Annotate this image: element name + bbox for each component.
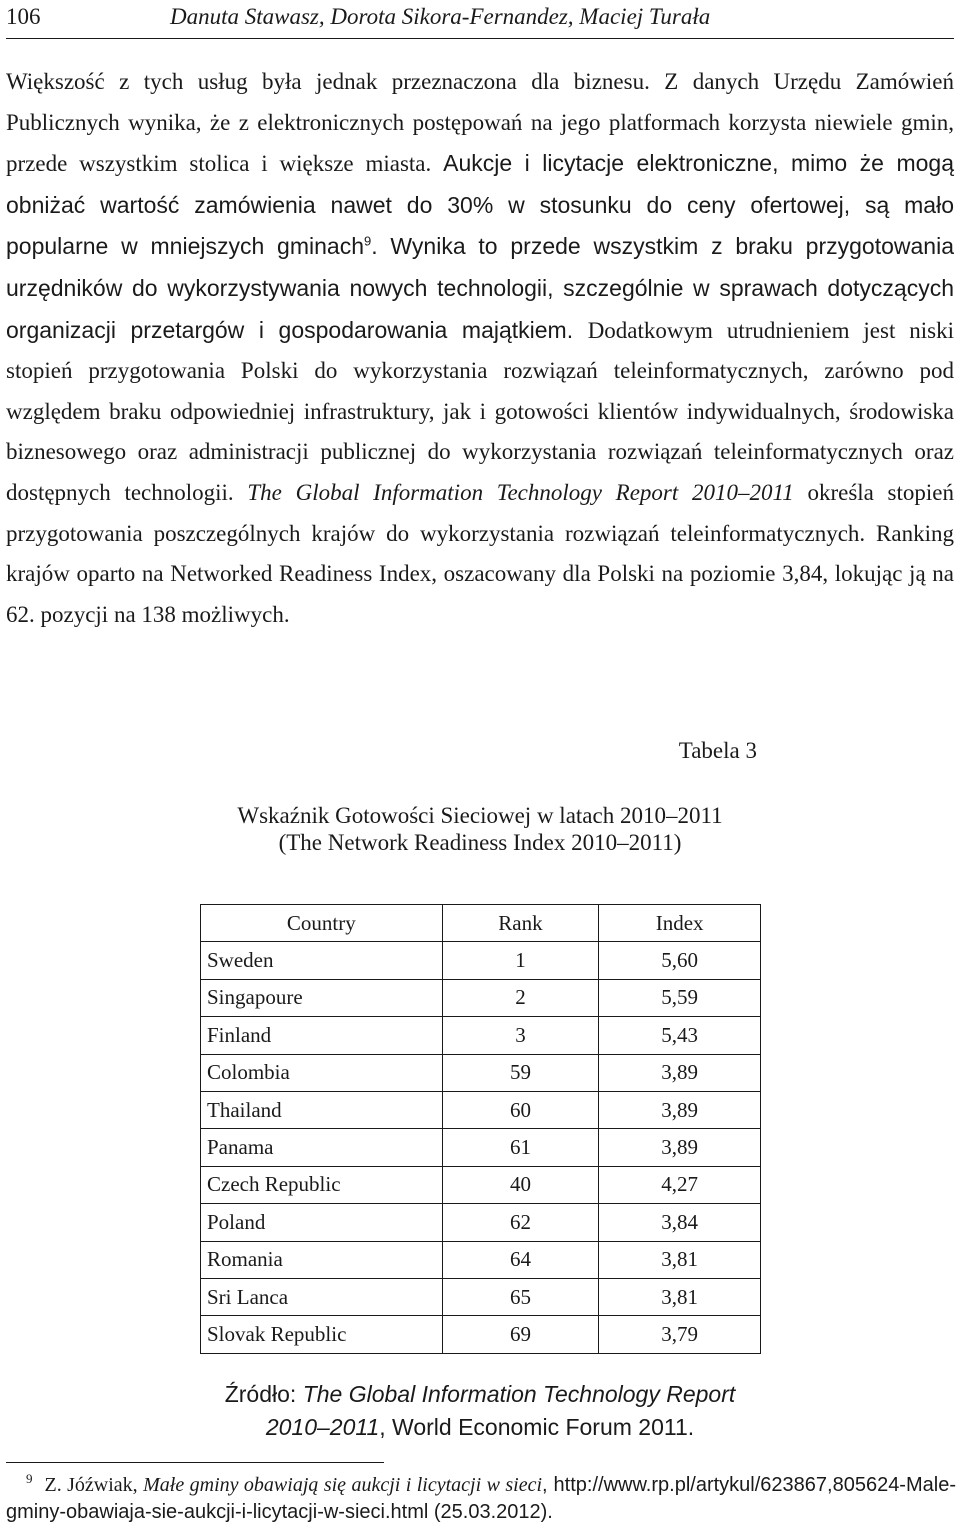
report-title: The Global Information Technology Report 2010–2011 — [247, 479, 794, 505]
footnote-divider — [6, 1462, 384, 1463]
cell-rank: 59 — [442, 1054, 599, 1091]
header-index: Index — [599, 905, 761, 942]
table-row — [201, 1054, 761, 1091]
footnote-number: 9 — [26, 1471, 33, 1487]
cell-country: Singapoure — [201, 979, 443, 1016]
cell-rank: 69 — [442, 1316, 599, 1353]
cell-index: 5,43 — [599, 1017, 761, 1054]
source-publisher: , World Economic Forum 2011. — [379, 1414, 695, 1440]
body-text-4: Dodatkowym utrudnieniem jest niski stopień przygotowania Polski do wykorzystania rozwiązań teleinformatycznych, zarówno pod względem braku odpowiedniej infrastruktury, jak i gotowości klientów indywidualnych, środowiska biznesowego oraz administracji publicznej do wykorzystania rozwiązań teleinformatycznych oraz dostępnych technologii. — [6, 317, 954, 505]
table-row — [201, 979, 761, 1016]
header-rank: Rank — [442, 905, 599, 942]
cell-rank: 1 — [442, 942, 599, 979]
table-title-line-1: Wskaźnik Gotowości Sieciowej w latach 2010–2011 — [237, 803, 723, 828]
cell-country: Colombia — [201, 1054, 443, 1091]
footnote-ref[interactable]: 9 — [364, 233, 372, 249]
cell-country: Czech Republic — [201, 1166, 443, 1203]
table-row — [201, 1091, 761, 1128]
footnote-title: Małe gminy obawiają się aukcji i licytacji w sieci — [143, 1474, 542, 1496]
cell-index: 3,81 — [599, 1278, 761, 1315]
table-row — [201, 1017, 761, 1054]
table-source — [0, 1378, 960, 1444]
table-row — [201, 1129, 761, 1166]
cell-rank: 3 — [442, 1017, 599, 1054]
running-header — [6, 0, 954, 39]
table-row — [201, 942, 761, 979]
table-row — [201, 1241, 761, 1278]
cell-country: Slovak Republic — [201, 1316, 443, 1353]
header-country: Country — [201, 905, 443, 942]
cell-index: 3,79 — [599, 1316, 761, 1353]
table-label: Tabela 3 — [678, 738, 757, 763]
cell-rank: 62 — [442, 1204, 599, 1241]
table-title-line-2: (The Network Readiness Index 2010–2011) — [278, 830, 682, 855]
cell-country: Sweden — [201, 942, 443, 979]
cell-rank: 40 — [442, 1166, 599, 1203]
body-text-1: Większość z tych usług była jednak przeznaczona dla biznesu. Z danych Urzędu Zamówień Publicznych wynika, że z elektronicznych postępowań na jego platformach korzysta niewiele gmin, przede wszystkim stolica i większe miasta. — [6, 69, 954, 177]
body-text-6: określa stopień przygotowania poszczególnych krajów do wykorzystania rozwiązań teleinformatycznych. Ranking krajów oparto na Networked Readiness Index, oszacowany dla Polski na poziomie 3,84, lokując ją na 62. pozycji na 138 możliwych. — [6, 479, 954, 627]
cell-index: 5,60 — [599, 942, 761, 979]
body-paragraph — [6, 62, 954, 635]
cell-country: Panama — [201, 1129, 443, 1166]
footnote-url[interactable]: , http://www.rp.pl/artykul/623867,805624-Male-gminy-obawiaja-sie-aukcji-i-licytacji-w-sieci.html (25.03.2012). — [6, 1474, 956, 1523]
table-header-row — [201, 905, 761, 942]
cell-index: 3,89 — [599, 1054, 761, 1091]
cell-rank: 65 — [442, 1278, 599, 1315]
cell-rank: 2 — [442, 979, 599, 1016]
table-title — [0, 802, 960, 856]
cell-index: 3,89 — [599, 1091, 761, 1128]
source-prefix: Źródło: — [224, 1381, 303, 1407]
page-number: 106 — [6, 4, 41, 29]
footnote-author: Z. Jóźwiak, — [44, 1474, 144, 1496]
cell-rank: 64 — [442, 1241, 599, 1278]
cell-country: Romania — [201, 1241, 443, 1278]
table-row — [201, 1316, 761, 1353]
body-text-2: Aukcje i licytacje elektroniczne, mimo że mogą obniżać wartość zamówienia nawet do 30% w stosunku do ceny ofertowej, są mało popularne w mniejszych gminach — [6, 150, 954, 260]
source-title: The Global Information Technology Report — [302, 1381, 736, 1407]
running-head-authors: Danuta Stawasz, Dorota Sikora-Fernandez, Maciej Turała — [170, 4, 711, 29]
cell-index: 5,59 — [599, 979, 761, 1016]
cell-country: Poland — [201, 1204, 443, 1241]
cell-index: 3,81 — [599, 1241, 761, 1278]
cell-index: 3,89 — [599, 1129, 761, 1166]
cell-rank: 61 — [442, 1129, 599, 1166]
cell-country: Finland — [201, 1017, 443, 1054]
cell-rank: 60 — [442, 1091, 599, 1128]
table-row — [201, 1204, 761, 1241]
nri-table — [200, 904, 761, 1354]
footnote — [6, 1472, 956, 1526]
cell-index: 4,27 — [599, 1166, 761, 1203]
cell-country: Thailand — [201, 1091, 443, 1128]
table-row — [201, 1278, 761, 1315]
body-text-3: . Wynika to przede wszystkim z braku przygotowania urzędników do wykorzystywania nowych technologii, szczególnie w sprawach dotyczących organizacji przetargów i gospodarowania majątkiem. — [6, 233, 954, 343]
cell-country: Sri Lanca — [201, 1278, 443, 1315]
source-years: 2010–2011 — [265, 1414, 380, 1440]
cell-index: 3,84 — [599, 1204, 761, 1241]
table-row — [201, 1166, 761, 1203]
